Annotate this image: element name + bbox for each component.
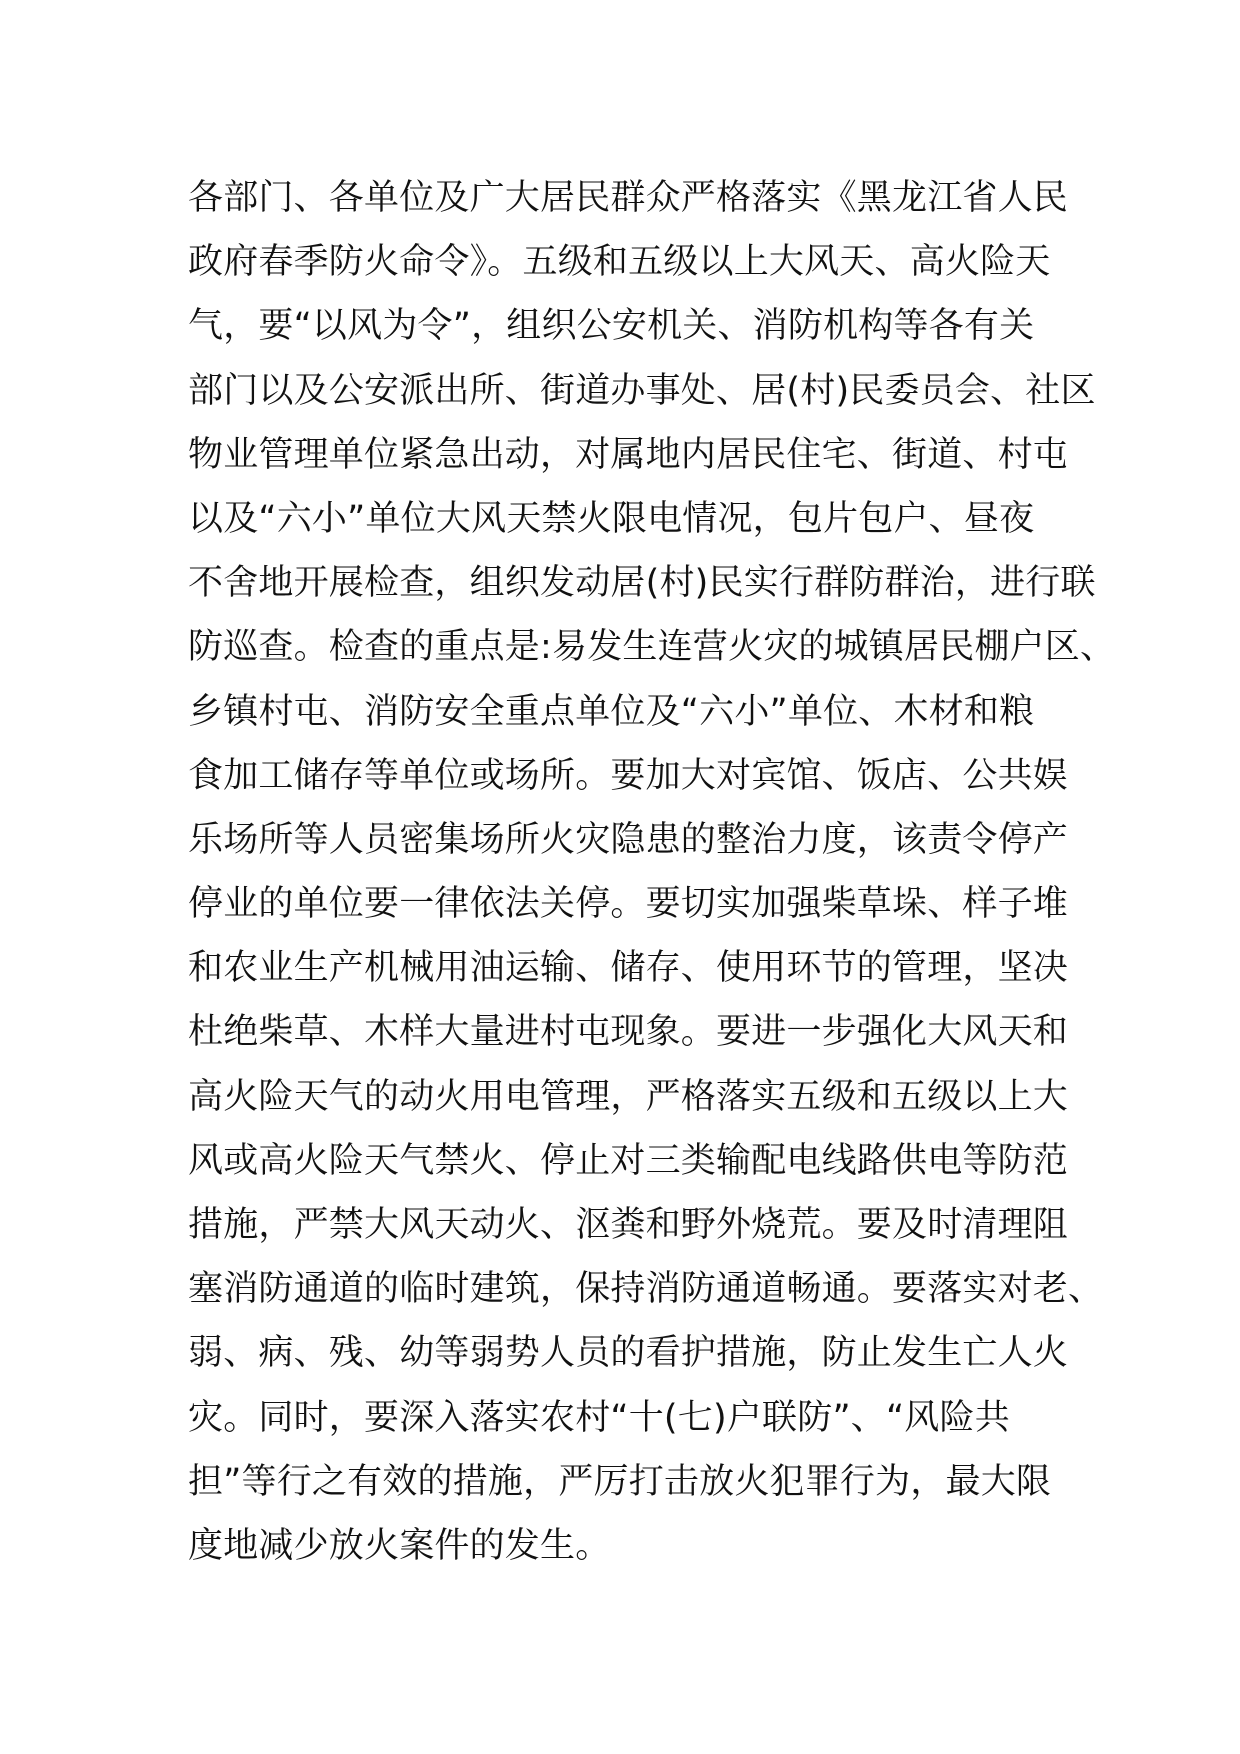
text-line: 物业管理单位紧急出动，对属地内居民住宅、街道、村屯 [188, 434, 1069, 475]
text-line: 高火险天气的动火用电管理，严格落实五级和五级以上大 [188, 1076, 1069, 1117]
text-line: 灾。同时，要深入落实农村“十(七)户联防”、“风险共 [188, 1397, 1010, 1438]
body-paragraph [188, 166, 1116, 1578]
text-line: 以及“六小”单位大风天禁火限电情况，包片包户、昼夜 [188, 498, 1035, 539]
text-line: 停业的单位要一律依法关停。要切实加强柴草垛、样子堆 [188, 884, 1069, 925]
text-line: 不舍地开展检查，组织发动居(村)民实行群防群治，进行联 [188, 563, 1096, 604]
text-line: 乡镇村屯、消防安全重点单位及“六小”单位、木材和粮 [188, 691, 1035, 732]
text-line: 各部门、各单位及广大居民群众严格落实《黑龙江省人民 [188, 178, 1069, 218]
text-line: 和农业生产机械用油运输、储存、使用环节的管理，坚决 [188, 948, 1069, 989]
text-line: 乐场所等人员密集场所火灾隐患的整治力度，该责令停产 [188, 819, 1069, 860]
text-line: 塞消防通道的临时建筑，保持消防通道畅通。要落实对老、 [188, 1269, 1104, 1310]
text-line: 担”等行之有效的措施，严厉打击放火犯罪行为，最大限 [188, 1461, 1052, 1502]
text-line: 防巡查。检查的重点是:易发生连营火灾的城镇居民棚户区、 [188, 627, 1116, 668]
text-line: 食加工储存等单位或场所。要加大对宾馆、饭店、公共娱 [188, 755, 1069, 796]
text-line: 风或高火险天气禁火、停止对三类输配电线路供电等防范 [188, 1140, 1069, 1181]
text-line: 杜绝柴草、木样大量进村屯现象。要进一步强化大风天和 [188, 1012, 1069, 1053]
text-line: 措施，严禁大风天动火、沤粪和野外烧荒。要及时清理阻 [188, 1205, 1069, 1245]
text-line: 气，要“以风为令”，组织公安机关、消防机构等各有关 [188, 306, 1035, 347]
text-line: 弱、病、残、幼等弱势人员的看护措施，防止发生亡人火 [188, 1333, 1069, 1374]
text-line: 度地减少放火案件的发生。 [188, 1525, 611, 1566]
text-line: 政府春季防火命令》。五级和五级以上大风天、高火险天 [188, 242, 1051, 283]
text-line: 部门以及公安派出所、街道办事处、居(村)民委员会、社区 [188, 370, 1096, 411]
